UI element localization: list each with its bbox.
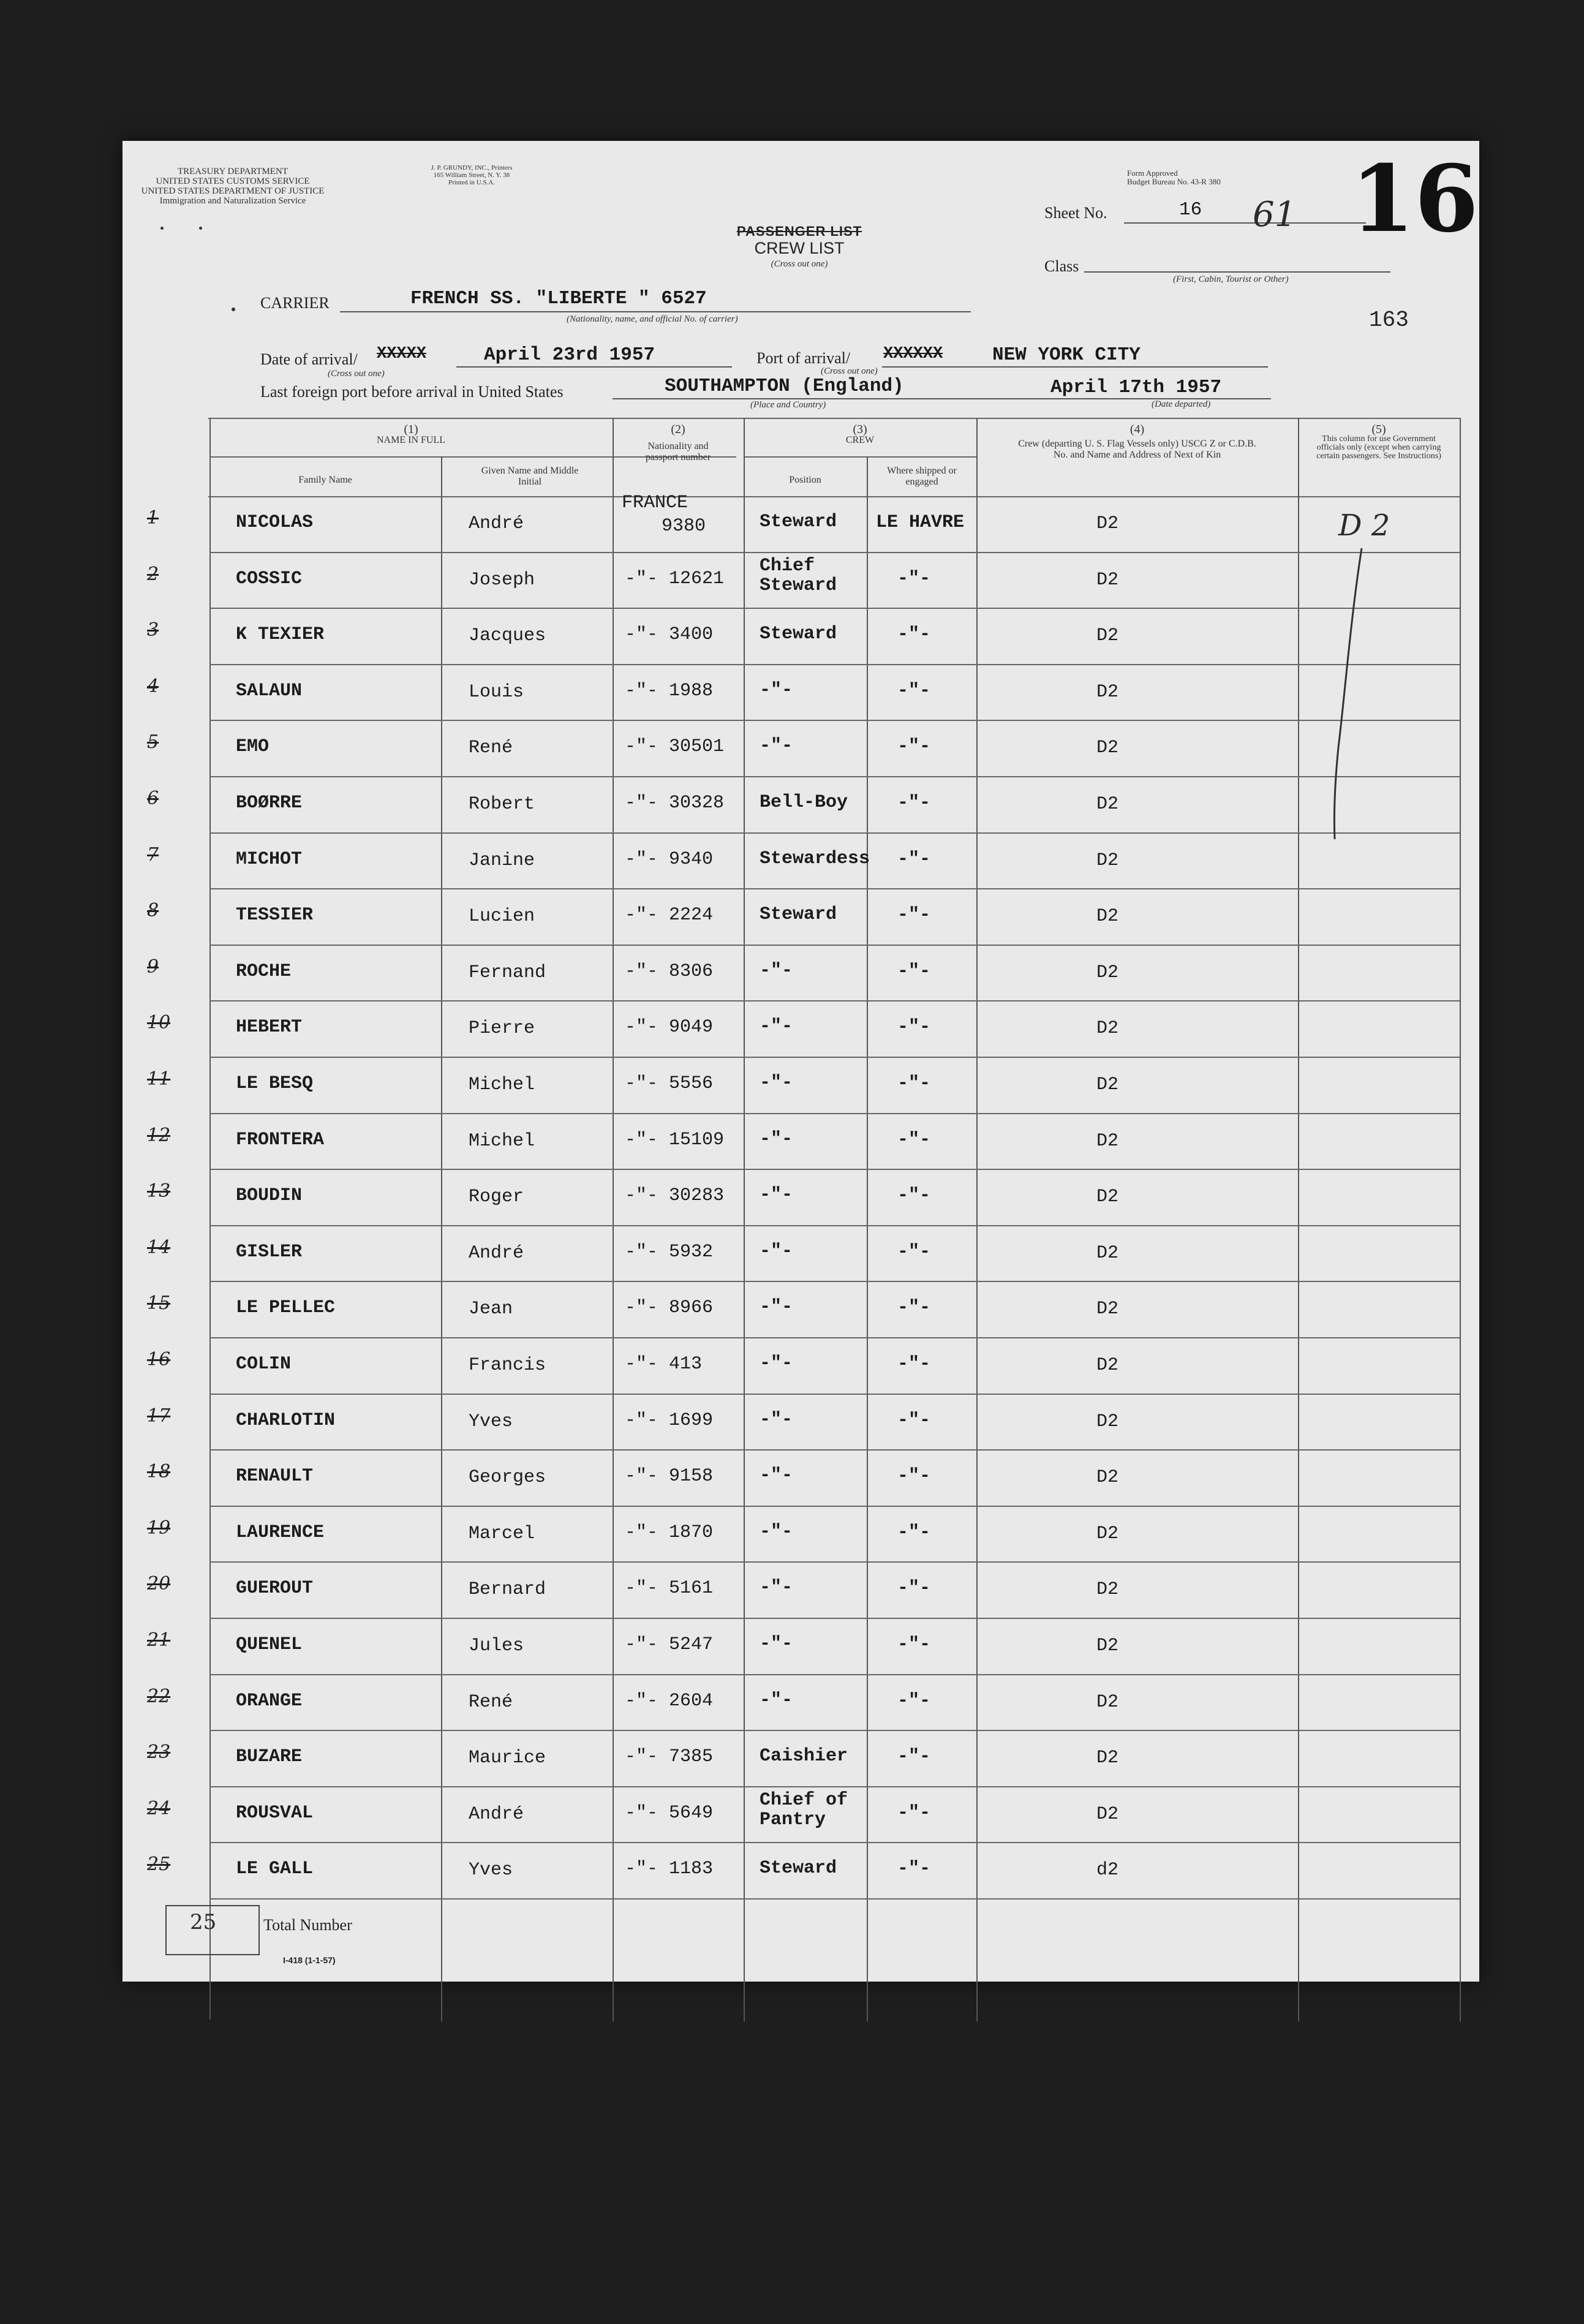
family-name: K TEXIER: [236, 624, 325, 646]
next-of-kin: D2: [1096, 625, 1119, 647]
col5-title: This column for use Government officials only (except when carrying certain passengers. See Instructions): [1316, 434, 1441, 461]
family-name: GUEROUT: [236, 1578, 314, 1599]
family-name: EMO: [236, 736, 270, 758]
carrier-underline: [340, 311, 971, 312]
crew-table-body: [123, 492, 1479, 2021]
given-name: Francis: [469, 1355, 546, 1376]
passport-number: -"- 5932: [625, 1241, 714, 1262]
position: Bell-Boy: [760, 792, 848, 813]
foreign-port-note: (Place and Country): [750, 400, 826, 410]
given-name: Jean: [469, 1299, 513, 1320]
passport-number: -"- 5556: [625, 1073, 714, 1094]
arrival-label: Date of arrival/: [260, 350, 358, 368]
passport-number: -"- 2604: [625, 1690, 714, 1711]
where-shipped: -"-: [897, 1409, 931, 1431]
where-shipped: -"-: [897, 905, 931, 926]
table-row: [123, 889, 1479, 945]
where-shipped: -"-: [897, 1185, 931, 1207]
next-of-kin: D2: [1096, 1299, 1119, 1320]
col1-title: NAME IN FULL: [377, 435, 445, 445]
where-shipped: -"-: [897, 680, 931, 701]
port-underline: [882, 366, 1268, 368]
row-number: 10: [147, 1012, 171, 1034]
next-of-kin: D2: [1096, 962, 1119, 983]
sheet-big-number: 16: [1351, 145, 1479, 253]
where-shipped: -"-: [897, 1634, 931, 1655]
foreign-port-value: SOUTHAMPTON (England): [665, 375, 904, 397]
passport-number: -"- 9158: [625, 1466, 714, 1487]
family-name: SALAUN: [236, 680, 303, 701]
row-number: 5: [147, 731, 159, 753]
table-row: [123, 1618, 1479, 1675]
next-of-kin: D2: [1096, 1691, 1119, 1713]
position: -"-: [760, 1185, 793, 1206]
port-arrival-value: NEW YORK CITY: [992, 344, 1141, 366]
given-name: Robert: [469, 794, 535, 815]
passport-number: -"- 9049: [625, 1017, 714, 1038]
table-row: [123, 1001, 1479, 1057]
carrier-value: FRENCH SS. "LIBERTE " 6527: [410, 288, 707, 309]
family-name: TESSIER: [236, 905, 314, 926]
next-of-kin: D2: [1096, 1635, 1119, 1656]
col3-number: (3): [853, 423, 867, 436]
table-row: [123, 608, 1479, 665]
printer-line: 165 William Street, N. Y. 38: [433, 172, 510, 179]
where-shipped: -"-: [897, 1578, 931, 1599]
where-shipped: -"-: [897, 1690, 931, 1711]
row-number: 14: [147, 1236, 171, 1258]
table-row: [123, 1843, 1479, 1899]
dept-line: TREASURY DEPARTMENT: [177, 167, 289, 176]
given-name: André: [469, 1803, 524, 1825]
where-shipped: -"-: [897, 848, 931, 870]
given-name: Pierre: [469, 1018, 535, 1039]
where-shipped: -"-: [897, 1858, 931, 1880]
family-name: LAURENCE: [236, 1522, 325, 1543]
row-number: 22: [147, 1685, 171, 1707]
departure-date: April 17th 1957: [1050, 377, 1222, 398]
row-number: 18: [147, 1461, 171, 1483]
where-shipped: -"-: [897, 624, 931, 646]
title-note: (Cross out one): [771, 259, 828, 269]
position: -"-: [760, 1689, 793, 1711]
position: Steward: [760, 1858, 837, 1879]
family-name: LE GALL: [236, 1858, 314, 1880]
given-name: André: [469, 1242, 524, 1264]
row-number: 19: [147, 1517, 171, 1539]
given-name-header: Given Name and Middle Initial: [481, 466, 579, 487]
total-label: Total Number: [263, 1916, 352, 1934]
next-of-kin: d2: [1096, 1860, 1119, 1881]
col2-header: [613, 424, 744, 463]
given-name: Jacques: [469, 625, 546, 647]
col1-header: [209, 424, 613, 446]
table-row: [123, 1562, 1479, 1618]
family-name: BOØRRE: [236, 793, 303, 813]
total-value: 25: [190, 1910, 217, 1934]
next-of-kin: D2: [1096, 1242, 1119, 1264]
family-name: QUENEL: [236, 1634, 303, 1655]
col4-number: (4): [1130, 423, 1145, 436]
printer-line: J. P. GRUNDY, INC., Printers: [431, 164, 513, 172]
position: -"-: [760, 1073, 793, 1093]
table-row: [123, 720, 1479, 777]
col2-number: (2): [671, 423, 685, 436]
col2-title: Nationality and passport number: [645, 441, 711, 462]
position: -"-: [760, 679, 793, 701]
table-row: [123, 553, 1479, 609]
where-shipped: -"-: [897, 736, 931, 758]
position: -"-: [760, 1016, 793, 1038]
family-name: RENAULT: [236, 1466, 314, 1487]
next-of-kin: D2: [1096, 1803, 1119, 1825]
next-of-kin: D2: [1096, 1355, 1119, 1376]
manifest-sheet: [123, 141, 1479, 1982]
row-number: 23: [147, 1741, 171, 1764]
col3-header: [744, 424, 976, 446]
table-row: [123, 1057, 1479, 1114]
where-shipped: -"-: [897, 1241, 931, 1262]
sheet-underline: [1124, 222, 1366, 224]
port-arrival-note: (Cross out one): [821, 366, 878, 376]
family-name: NICOLAS: [236, 512, 314, 533]
form-line: Budget Bureau No. 43-R 380: [1127, 177, 1221, 186]
family-name: LE BESQ: [236, 1073, 314, 1094]
passport-number: -"- 5247: [625, 1634, 714, 1655]
passport-number: -"- 5161: [625, 1578, 714, 1599]
col1-number: (1): [404, 423, 418, 436]
form-code: I-418 (1-1-57): [283, 1955, 336, 1965]
crew-list-title: CREW LIST: [754, 239, 845, 257]
position: -"-: [760, 736, 793, 757]
form-approval: [1127, 169, 1299, 186]
given-name: Michel: [469, 1074, 535, 1095]
dept-line: UNITED STATES CUSTOMS SERVICE: [156, 176, 310, 186]
position: -"-: [760, 1521, 793, 1542]
class-underline: [1084, 271, 1390, 273]
table-row: [123, 1394, 1479, 1451]
next-of-kin: D2: [1096, 1523, 1119, 1544]
where-shipped: -"-: [897, 1297, 931, 1319]
next-of-kin: D2: [1096, 850, 1119, 871]
family-name: CHARLOTIN: [236, 1409, 336, 1431]
position: -"-: [760, 1577, 793, 1599]
row-number: 21: [147, 1629, 171, 1651]
passport-number: -"- 2224: [625, 905, 714, 926]
position: Steward: [760, 624, 837, 645]
official-pen-stroke: [1320, 545, 1369, 851]
col4-title: Crew (departing U. S. Flag Vessels only) USCG Z or C.D.B. No. and Name and Address of Next of Kin: [1018, 439, 1256, 460]
port-arrival-label: Port of arrival/: [756, 349, 851, 367]
passport-number: -"- 8966: [625, 1297, 714, 1319]
table-row: [123, 833, 1479, 889]
foreign-port-label: Last foreign port before arrival in United States: [260, 383, 564, 401]
nationality: FRANCE: [622, 492, 688, 513]
passport-number: -"- 8306: [625, 960, 714, 982]
given-name: Louis: [469, 681, 524, 703]
row-divider: [209, 1898, 1460, 1900]
row-number: 1: [147, 507, 159, 529]
table-row: [123, 1226, 1479, 1282]
next-of-kin: D2: [1096, 1748, 1119, 1769]
passport-number: -"- 15109: [625, 1129, 725, 1150]
row-number: 13: [147, 1180, 171, 1202]
family-name: ORANGE: [236, 1690, 303, 1711]
printer-line: Printed in U.S.A.: [448, 179, 496, 186]
given-name: Yves: [469, 1860, 513, 1881]
table-row: [123, 1114, 1479, 1170]
table-row: [123, 1675, 1479, 1731]
table-top-line: [208, 418, 1461, 419]
position: Chief Steward: [760, 555, 837, 596]
given-name: Marcel: [469, 1523, 535, 1544]
given-name: Yves: [469, 1411, 513, 1432]
row-number: 15: [147, 1292, 171, 1315]
where-shipped-header: Where shipped or engaged: [887, 466, 957, 487]
given-name: Bernard: [469, 1579, 546, 1601]
sheet-handwritten: 61: [1253, 195, 1297, 235]
position-header: Position: [789, 475, 821, 485]
position: -"-: [760, 960, 793, 981]
given-name: Janine: [469, 850, 535, 871]
table-row: [123, 777, 1479, 833]
arrival-underline: [456, 366, 732, 368]
next-of-kin: D2: [1096, 906, 1119, 927]
table-row: [123, 1281, 1479, 1338]
passport-number: -"- 30501: [625, 736, 725, 758]
next-of-kin: D2: [1096, 738, 1119, 759]
family-name: ROCHE: [236, 960, 292, 982]
passport-number: -"- 30283: [625, 1185, 725, 1207]
port-arrival-struck: XXXXXX: [883, 345, 943, 363]
passport-number: -"- 30328: [625, 793, 725, 813]
position: -"-: [760, 1409, 793, 1430]
next-of-kin: D2: [1096, 794, 1119, 815]
where-shipped: LE HAVRE: [876, 512, 965, 533]
given-name: René: [469, 1691, 513, 1713]
form-line: Form Approved: [1127, 168, 1178, 178]
row-number: 20: [147, 1573, 171, 1595]
row-number: 11: [147, 1068, 171, 1090]
next-of-kin: D2: [1096, 1411, 1119, 1432]
next-of-kin: D2: [1096, 1187, 1119, 1208]
col5-number: (5): [1371, 423, 1386, 436]
stamp-number: 163: [1369, 307, 1409, 333]
next-of-kin: D2: [1096, 1579, 1119, 1601]
where-shipped: -"-: [897, 1466, 931, 1487]
passport-number: -"- 1870: [625, 1522, 714, 1543]
bullet-dot: [199, 227, 202, 230]
given-name: Maurice: [469, 1748, 546, 1769]
given-name: André: [469, 513, 524, 534]
row-number: 4: [147, 675, 159, 697]
passport-number: -"- 1183: [625, 1858, 714, 1880]
position: -"-: [760, 1634, 793, 1654]
position: Stewardess: [760, 848, 870, 869]
table-row: [123, 496, 1479, 553]
next-of-kin: D2: [1096, 513, 1119, 534]
where-shipped: -"-: [897, 1073, 931, 1094]
sheet-number: 16: [1179, 199, 1202, 221]
crew-subheader-line: [744, 456, 976, 458]
position: -"-: [760, 1240, 793, 1262]
family-name-header: Family Name: [298, 475, 352, 485]
department-header: [141, 167, 325, 206]
family-name: BUZARE: [236, 1746, 303, 1768]
family-name: ROUSVAL: [236, 1802, 314, 1824]
given-name: Michel: [469, 1130, 535, 1152]
next-of-kin: D2: [1096, 681, 1119, 703]
passport-number: -"- 9340: [625, 848, 714, 870]
table-row: [123, 1506, 1479, 1563]
col4-header: [976, 424, 1298, 461]
departure-date-note: (Date departed): [1152, 399, 1211, 409]
where-shipped: -"-: [897, 1354, 931, 1375]
passport-number: -"- 7385: [625, 1746, 714, 1768]
given-name: René: [469, 738, 513, 759]
passport-number: -"- 1699: [625, 1409, 714, 1431]
class-note: (First, Cabin, Tourist or Other): [1173, 274, 1289, 284]
arrival-label-note: (Cross out one): [328, 369, 385, 379]
family-name: GISLER: [236, 1241, 303, 1262]
row-number: 8: [147, 900, 159, 922]
row-number: 2: [147, 563, 159, 585]
where-shipped: -"-: [897, 1522, 931, 1543]
table-row: [123, 1787, 1479, 1843]
row-number: 12: [147, 1124, 171, 1146]
arrival-struck: XXXXX: [377, 345, 427, 363]
passport-number: 9380: [662, 516, 706, 537]
given-name: Fernand: [469, 962, 546, 983]
passport-number: -"- 413: [625, 1354, 703, 1375]
col5-header: [1298, 424, 1460, 461]
arrival-date: April 23rd 1957: [484, 344, 655, 366]
where-shipped: -"-: [897, 568, 931, 589]
passport-number: -"- 3400: [625, 624, 714, 646]
where-shipped: -"-: [897, 960, 931, 982]
table-row: [123, 1338, 1479, 1394]
next-of-kin: D2: [1096, 1467, 1119, 1488]
position: Steward: [760, 904, 837, 926]
class-label: Class: [1044, 257, 1079, 275]
row-number: 25: [147, 1854, 171, 1876]
col3-title: CREW: [845, 435, 875, 445]
position: -"-: [760, 1465, 793, 1487]
dept-line: UNITED STATES DEPARTMENT OF JUSTICE: [141, 186, 325, 196]
next-of-kin: D2: [1096, 1018, 1119, 1039]
sheet-label: Sheet No.: [1044, 204, 1107, 222]
row-number: 17: [147, 1405, 171, 1427]
where-shipped: -"-: [897, 793, 931, 813]
next-of-kin: D2: [1096, 1130, 1119, 1152]
where-shipped: -"-: [897, 1802, 931, 1824]
given-name: Lucien: [469, 906, 535, 927]
next-of-kin: D2: [1096, 569, 1119, 590]
family-name: COSSIC: [236, 568, 303, 589]
position: -"-: [760, 1353, 793, 1374]
family-name: FRONTERA: [236, 1129, 325, 1150]
row-number: 24: [147, 1797, 171, 1819]
given-name: Joseph: [469, 569, 535, 590]
where-shipped: -"-: [897, 1746, 931, 1768]
table-row: [123, 945, 1479, 1002]
bullet-dot: [232, 307, 235, 311]
passport-number: -"- 5649: [625, 1802, 714, 1824]
dept-line: Immigration and Naturalization Service: [159, 196, 306, 206]
family-name: MICHOT: [236, 848, 303, 870]
row-number: 7: [147, 843, 159, 866]
official-note: D 2: [1338, 508, 1390, 543]
position: Steward: [760, 511, 837, 532]
position: Chief of Pantry: [760, 1789, 848, 1830]
table-row: [123, 1730, 1479, 1787]
row-number: 9: [147, 956, 159, 978]
where-shipped: -"-: [897, 1017, 931, 1038]
where-shipped: -"-: [897, 1129, 931, 1150]
next-of-kin: D2: [1096, 1074, 1119, 1095]
position: -"-: [760, 1128, 793, 1150]
family-name: LE PELLEC: [236, 1297, 336, 1319]
row-number: 3: [147, 619, 159, 641]
passport-number: -"- 1988: [625, 680, 714, 701]
family-name: HEBERT: [236, 1017, 303, 1038]
given-name: Georges: [469, 1467, 546, 1488]
passenger-list-struck: PASSENGER LIST: [736, 224, 862, 239]
table-row: [123, 1450, 1479, 1506]
position: Caishier: [760, 1746, 848, 1767]
row-number: 6: [147, 788, 159, 809]
carrier-note: (Nationality, name, and official No. of carrier): [567, 314, 738, 324]
table-row: [123, 665, 1479, 721]
row-number: 16: [147, 1349, 171, 1370]
given-name: Roger: [469, 1187, 524, 1208]
table-row: [123, 1169, 1479, 1226]
bullet-dot: [160, 227, 164, 230]
family-name: BOUDIN: [236, 1185, 303, 1207]
position: -"-: [760, 1297, 793, 1318]
printer-note: [410, 164, 533, 186]
carrier-label: CARRIER: [260, 294, 330, 312]
passport-number: -"- 12621: [625, 568, 725, 589]
given-name: Jules: [469, 1635, 524, 1656]
family-name: COLIN: [236, 1354, 292, 1375]
